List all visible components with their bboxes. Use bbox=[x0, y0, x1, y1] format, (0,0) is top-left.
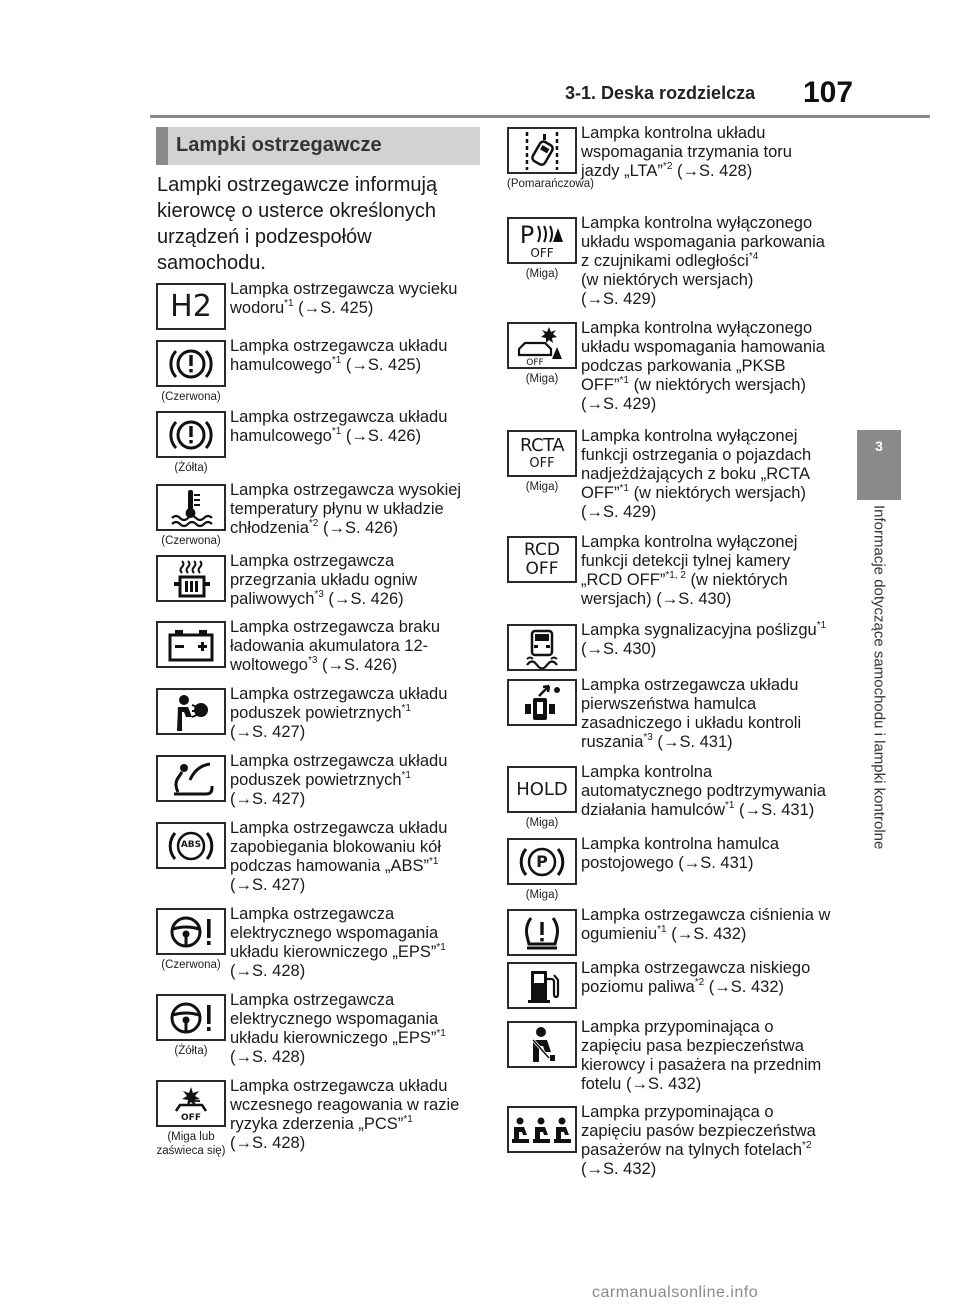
icon-caption: (Czerwona) bbox=[161, 535, 221, 547]
abs-icon: ABS bbox=[156, 822, 226, 869]
parking-brake-icon: P bbox=[507, 838, 577, 885]
lta-icon bbox=[507, 127, 577, 174]
seatbelt-driver-icon bbox=[507, 1021, 577, 1068]
watermark: carmanualsonline.info bbox=[592, 1284, 759, 1301]
brake-system-icon bbox=[156, 411, 226, 458]
brake-override-icon bbox=[507, 679, 577, 726]
eps-icon bbox=[156, 994, 226, 1041]
chapter-title-vertical bbox=[857, 505, 901, 940]
chapter-tab: 3 bbox=[857, 430, 901, 500]
rcta-off-icon: RCTA OFF bbox=[507, 430, 577, 477]
entry-text: Lampka ostrzegawcza układu poduszek powietrznych$^{*1}$ (→S. 427) bbox=[230, 752, 448, 808]
intro-paragraph: Lampki ostrzegawcze informują kierowcę o usterce określonych urządzeń i podzespołów samochodu. bbox=[157, 174, 438, 274]
entry-text: Lampka ostrzegawcza wysokiej temperatury płynu w układzie chłodzenia$^{*2}$ (→S. 426) bbox=[230, 481, 462, 537]
entry-text: Lampka ostrzegawcza układu hamulcowego$^{*1}$ (→S. 426) bbox=[230, 408, 448, 445]
svg-text:OFF: OFF bbox=[526, 357, 544, 367]
pcs-icon: OFF bbox=[156, 1080, 226, 1127]
icon-caption: (Żółta) bbox=[174, 1045, 208, 1057]
icon-caption: (Miga) bbox=[525, 817, 559, 829]
icon-caption: (Miga lub zaświeca się) bbox=[156, 1131, 226, 1157]
low-fuel-icon bbox=[507, 962, 577, 1009]
entry-text: Lampka ostrzegawcza ciśnienia w ogumieniu$^{*1}$ (→S. 432) bbox=[581, 906, 831, 943]
entry-text: Lampka ostrzegawcza wycieku wodoru$^{*1}$ (→S. 425) bbox=[230, 280, 458, 317]
entry-text: Lampka kontrolna hamulca postojowego (→S. 431) bbox=[581, 835, 780, 872]
chapter-title-text: Informacje dotyczące samochodu i lampki kontrolne bbox=[870, 505, 888, 850]
section-heading: Lampki ostrzegawcze bbox=[156, 127, 480, 165]
entry-text: Lampka ostrzegawcza przegrzania układu ogniw paliwowych$^{*3}$ (→S. 426) bbox=[230, 552, 418, 608]
header-rule bbox=[150, 115, 930, 118]
icon-caption: (Czerwona) bbox=[161, 391, 221, 403]
icon-caption: (Miga) bbox=[525, 268, 559, 280]
airbag-icon bbox=[156, 688, 226, 735]
entry-text: Lampka ostrzegawcza układu zapobiegania blokowaniu kół podczas hamowania „ABS”$^{*1}$ (→S. 427) bbox=[230, 819, 448, 894]
pksb-off-icon bbox=[507, 322, 577, 369]
entry-text: Lampka ostrzegawcza elektrycznego wspomagania układu kierowniczego „EPS”$^{*1}$ (→S. 428) bbox=[230, 991, 446, 1066]
entry-text: Lampka ostrzegawcza braku ładowania akumulatora 12-woltowego$^{*3}$ (→S. 426) bbox=[230, 618, 441, 674]
icon-caption: (Żółta) bbox=[174, 462, 208, 474]
icon-caption: (Miga) bbox=[525, 373, 559, 385]
entry-text: Lampka kontrolna wyłączonego układu wspomagania hamowania podczas parkowania „PKSB OFF”$^{*1}$ (w niektórych wersjach) (→S. 429) bbox=[581, 319, 825, 413]
entry-text: Lampka kontrolna wyłączonej funkcji detekcji tylnej kamery „RCD OFF”$^{*1, 2}$ (w niektórych wersjach) (→S. 430) bbox=[581, 533, 798, 608]
entry-text: Lampka kontrolna wyłączonej funkcji ostrzegania o pojazdach nadjeżdżających z boku „RCTA OFF”$^{*1}$ (w niektórych wersjach) (→S. 429) bbox=[581, 427, 812, 521]
entry-text: Lampka ostrzegawcza układu hamulcowego$^{*1}$ (→S. 425) bbox=[230, 337, 448, 374]
brake-hold-icon: HOLD bbox=[507, 766, 577, 813]
entry-text: Lampka przypominająca o zapięciu pasa bezpieczeństwa kierowcy i pasażera na przednim fotelu (→S. 432) bbox=[581, 1018, 822, 1093]
entry-text: Lampka przypominająca o zapięciu pasów bezpieczeństwa pasażerów na tylnych fotelach$^{*2}$ (→S. 432) bbox=[581, 1103, 816, 1178]
slip-indicator-icon bbox=[507, 624, 577, 671]
entry-text: Lampka ostrzegawcza niskiego poziomu paliwa$^{*2}$ (→S. 432) bbox=[581, 959, 811, 996]
entry-text: Lampka kontrolna automatycznego podtrzymywania działania hamulców$^{*1}$ (→S. 431) bbox=[581, 763, 826, 819]
running-header: 3-1. Deska rozdzielcza bbox=[565, 83, 756, 103]
entry-text: Lampka ostrzegawcza układu pierwszeństwa hamulca zasadniczego i układu kontroli ruszania$^{*3}$ (→S. 431) bbox=[581, 676, 802, 751]
parking-sensor-off-icon: P OFF bbox=[507, 217, 577, 264]
entry-text: Lampka ostrzegawcza elektrycznego wspomagania układu kierowniczego „EPS”$^{*1}$ (→S. 428) bbox=[230, 905, 446, 980]
tire-pressure-icon bbox=[507, 909, 577, 956]
battery-icon bbox=[156, 621, 226, 668]
page-number: 107 bbox=[803, 76, 854, 109]
icon-caption: (Czerwona) bbox=[161, 959, 221, 971]
rcd-off-icon: RCD OFF bbox=[507, 536, 577, 583]
entry-text: Lampka sygnalizacyjna poślizgu$^{*1}$ (→S. 430) bbox=[581, 619, 827, 658]
rear-seatbelt-icon bbox=[507, 1106, 577, 1153]
hydrogen-leak-icon: H2 bbox=[156, 283, 226, 330]
icon-caption: (Miga) bbox=[525, 889, 559, 901]
icon-caption: (Miga) bbox=[525, 481, 559, 493]
entry-text: Lampka kontrolna wyłączonego układu wspomagania parkowania z czujnikami odległości$^{*4}$ (w niektórych wersjach) (→S. 429) bbox=[581, 214, 825, 308]
entry-text: Lampka ostrzegawcza układu wczesnego reagowania w razie ryzyka zderzenia „PCS”$^{*1}$ (→S. 428) bbox=[230, 1077, 460, 1152]
entry-text: Lampka kontrolna układu wspomagania trzymania toru jazdy „LTA”$^{*2}$ (→S. 428) bbox=[581, 124, 792, 180]
brake-system-icon bbox=[156, 340, 226, 387]
coolant-temperature-icon bbox=[156, 484, 226, 531]
curtain-airbag-icon bbox=[156, 755, 226, 802]
fuel-cell-overheat-icon bbox=[156, 555, 226, 602]
eps-icon bbox=[156, 908, 226, 955]
entry-text: Lampka ostrzegawcza układu poduszek powietrznych$^{*1}$ (→S. 427) bbox=[230, 685, 448, 741]
icon-caption: (Pomarańczowa) bbox=[507, 178, 594, 190]
